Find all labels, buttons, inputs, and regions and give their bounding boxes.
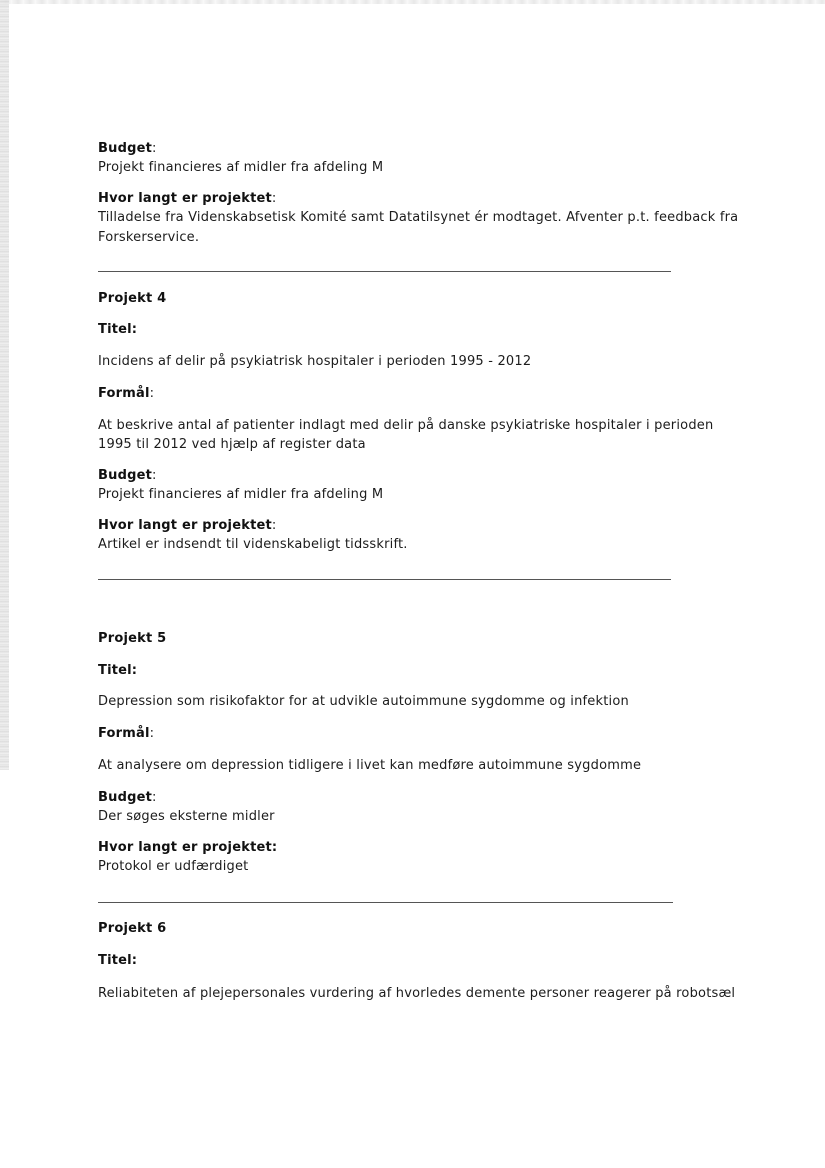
project4-title-label: Titel:: [98, 322, 138, 337]
scan-left-edge: [0, 0, 9, 770]
project4-status-heading: [98, 516, 277, 536]
purpose-colon: :: [149, 386, 155, 401]
budget-label: Budget: [98, 790, 153, 805]
project4-budget-text: Projekt financieres af midler fra afdeling M: [98, 487, 384, 502]
project5-budget-text: Der søges eksterne midler: [98, 809, 275, 824]
status-label: Hvor langt er projektet: [98, 191, 272, 206]
divider-rule: [98, 271, 671, 272]
divider-rule: [98, 579, 671, 580]
status-colon: :: [271, 518, 277, 533]
project4-budget-heading: [98, 466, 157, 486]
project5-title-label: Titel:: [98, 663, 138, 678]
project5-purpose-text: At analysere om depression tidligere i livet kan medføre autoimmune sygdomme: [98, 758, 642, 773]
project5-status-label: Hvor langt er projektet:: [98, 840, 278, 855]
purpose-label: Formål: [98, 726, 150, 741]
budget-label: Budget: [98, 468, 153, 483]
block1-budget-heading: [98, 139, 157, 159]
project5-budget-heading: [98, 788, 157, 808]
block1-status-heading: [98, 189, 277, 209]
budget-colon: :: [152, 790, 157, 805]
project6-title-label: Titel:: [98, 953, 138, 968]
purpose-label: Formål: [98, 386, 150, 401]
project4-purpose-line1: At beskrive antal af patienter indlagt med delir på danske psykiatriske hospitaler i perioden: [98, 418, 714, 433]
budget-text: Projekt financieres af midler fra afdeling M: [98, 160, 384, 175]
status-colon: :: [271, 191, 277, 206]
purpose-colon: :: [149, 726, 155, 741]
project5-purpose-heading: [98, 724, 154, 744]
status-label: Hvor langt er projektet: [98, 518, 272, 533]
budget-colon: :: [152, 468, 157, 483]
project6-title-text: Reliabiteten af plejepersonales vurdering af hvorledes demente personer reagerer på robotsæl: [98, 986, 736, 1001]
status-text-line1: Tilladelse fra Videnskabsetisk Komité samt Datatilsynet ér modtaget. Afventer p.t. feedback fra: [98, 210, 739, 225]
project4-status-text: Artikel er indsendt til videnskabeligt tidsskrift.: [98, 537, 408, 552]
divider-rule: [98, 902, 673, 903]
scan-top-edge: [0, 0, 825, 4]
project4-heading: Projekt 4: [98, 291, 167, 306]
budget-label: Budget: [98, 141, 153, 156]
budget-colon: :: [152, 141, 157, 156]
project5-status-text: Protokol er udfærdiget: [98, 859, 249, 874]
project6-heading: Projekt 6: [98, 921, 167, 936]
status-text-line2: Forskerservice.: [98, 230, 200, 245]
project5-heading: Projekt 5: [98, 631, 167, 646]
project4-purpose-line2: 1995 til 2012 ved hjælp af register data: [98, 437, 366, 452]
project5-title-text: Depression som risikofaktor for at udvikle autoimmune sygdomme og infektion: [98, 694, 629, 709]
project4-title-text: Incidens af delir på psykiatrisk hospitaler i perioden 1995 - 2012: [98, 354, 532, 369]
project4-purpose-heading: [98, 384, 154, 404]
